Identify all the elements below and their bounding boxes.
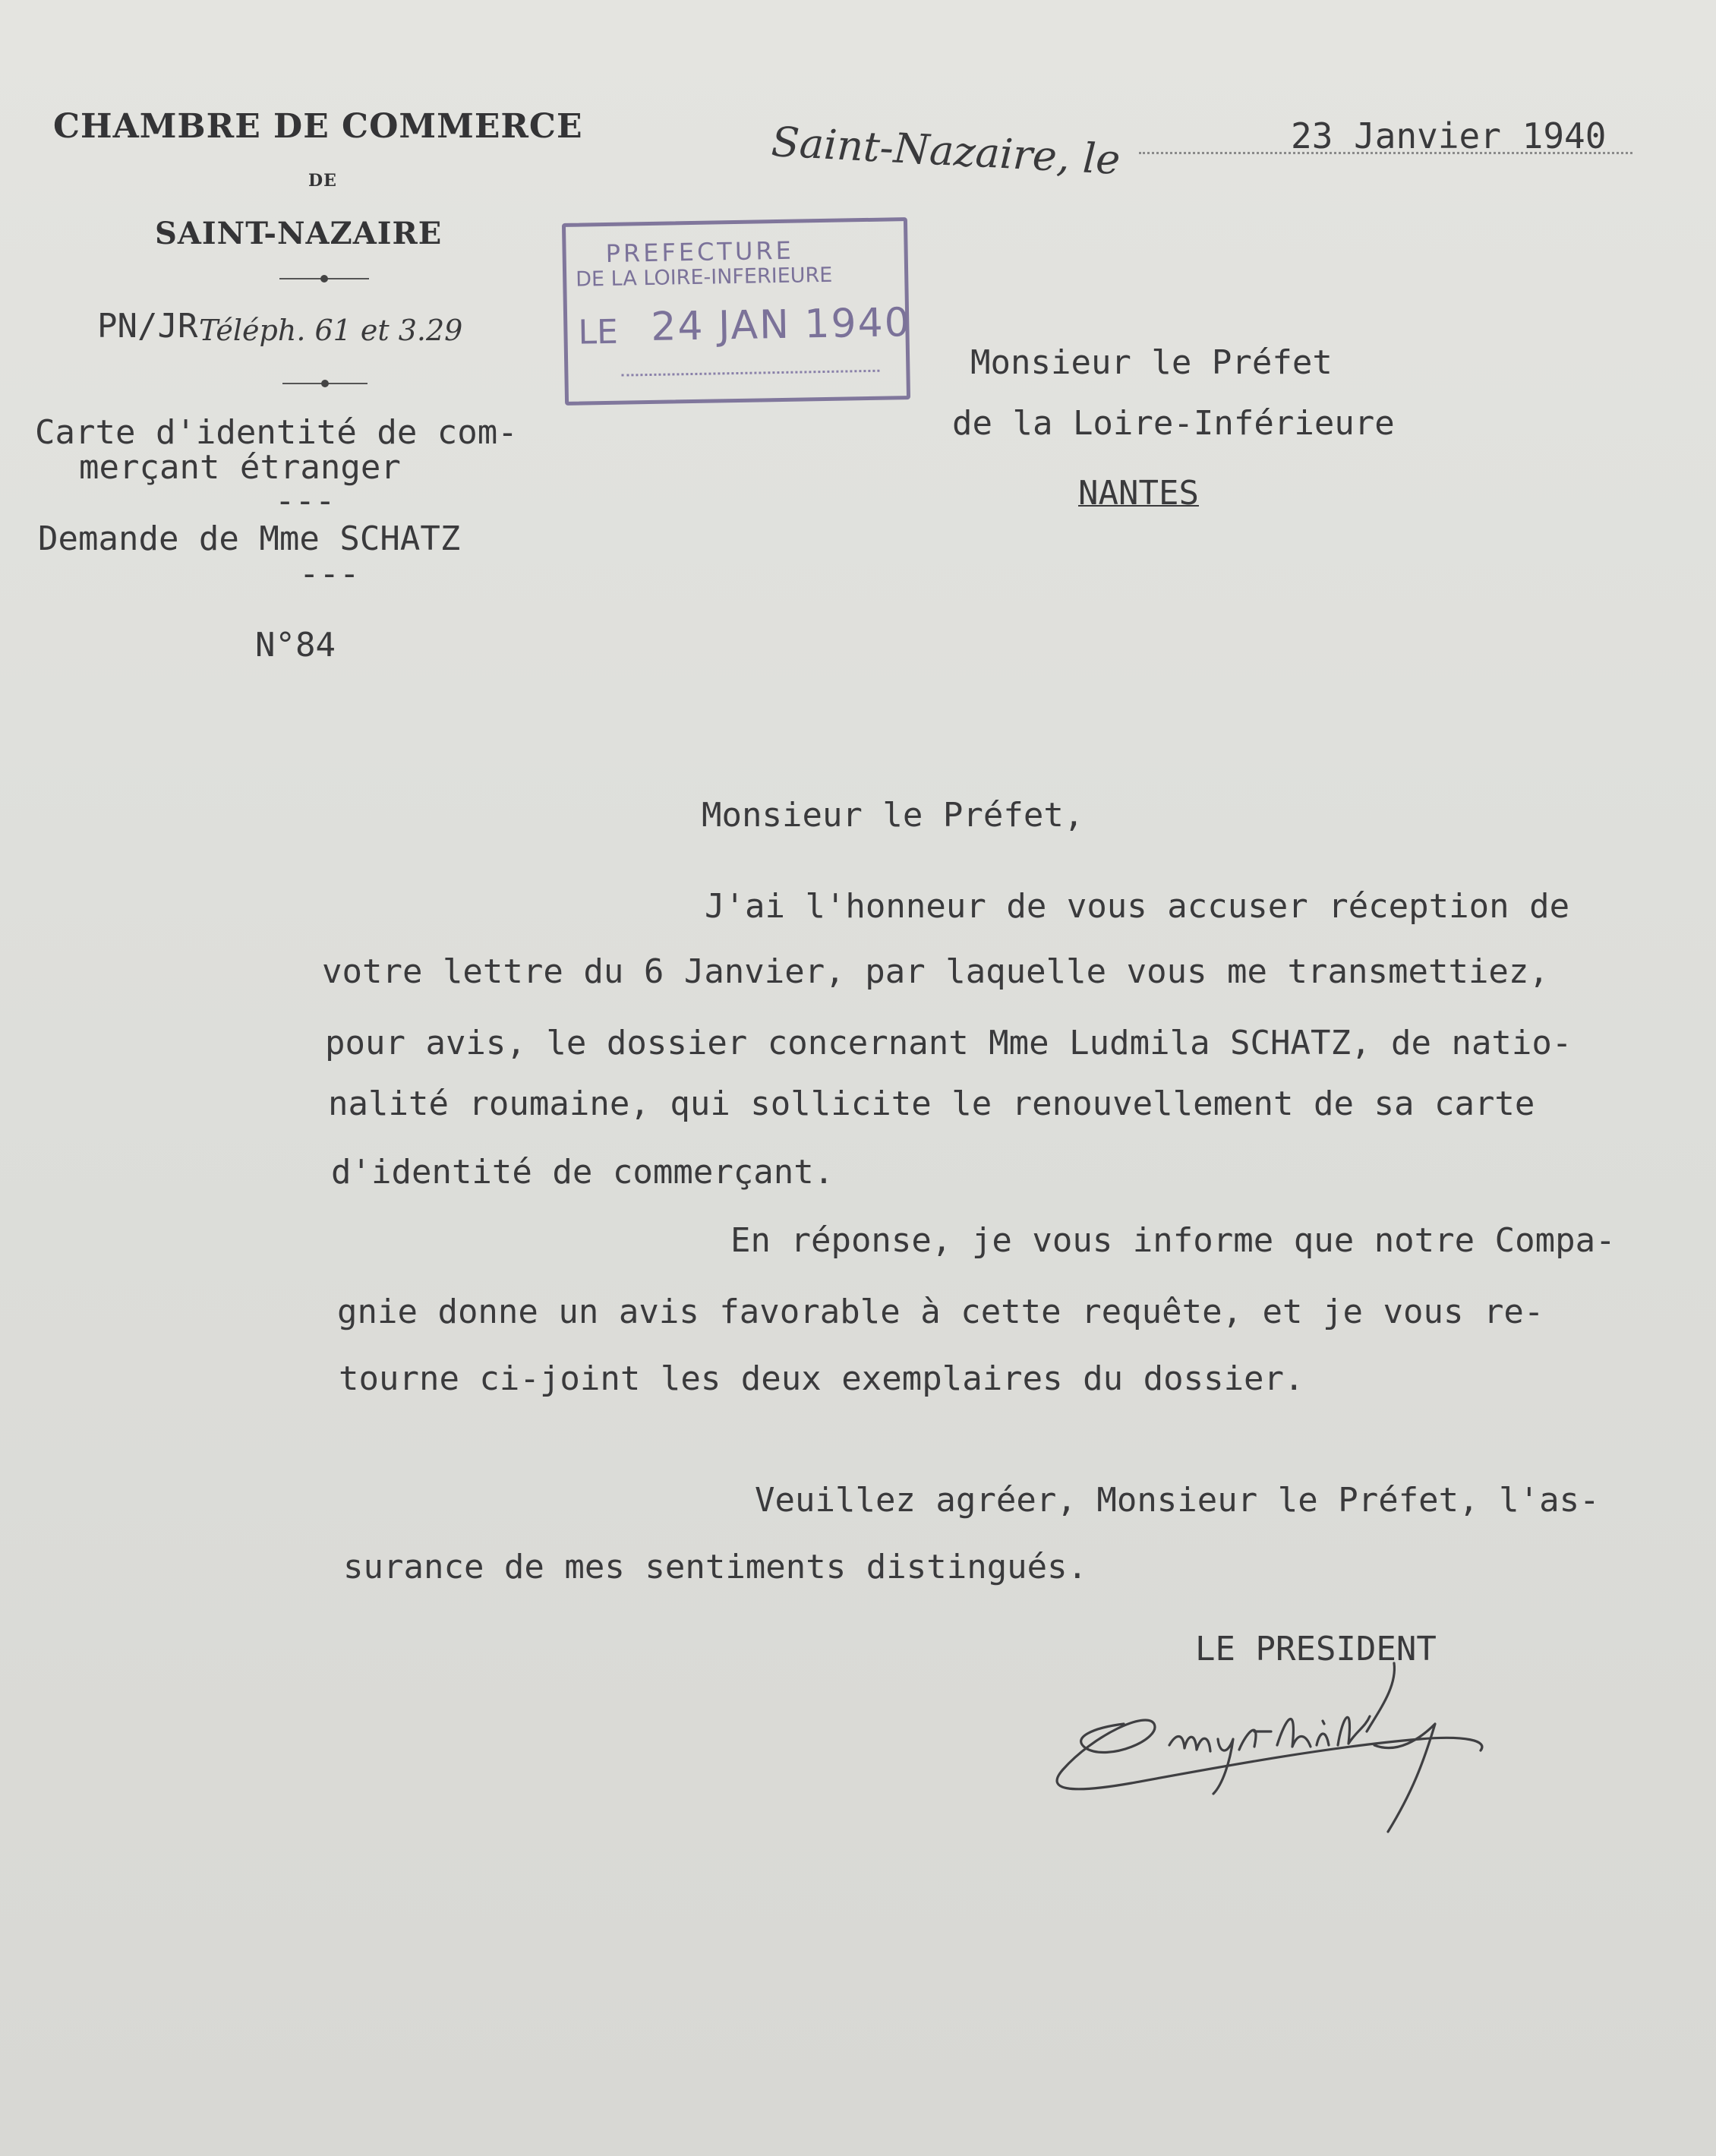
handwritten-signature [1040,1656,1511,1845]
org-name-line3: SAINT-NAZAIRE [155,216,443,251]
body-paragraph3-line1: Veuillez agréer, Monsieur le Préfet, l'as- [755,1481,1600,1520]
recipient-line2: de la Loire-Inférieure [952,404,1395,443]
letterhead-ornament-2 [282,383,367,384]
letterhead-ornament-1 [279,278,369,279]
stamp-prefix: LE [578,312,619,352]
signatory-title: LE PRESIDENT [1195,1630,1437,1668]
salutation: Monsieur le Préfet, [702,796,1084,835]
body-paragraph1-line5: d'identité de commerçant. [331,1153,834,1192]
subject-line3: Demande de Mme SCHATZ [38,519,461,558]
recipient-line1: Monsieur le Préfet [970,343,1333,382]
body-paragraph2-line2: gnie donne un avis favorable à cette requête, et je vous re- [337,1293,1544,1331]
body-paragraph1-line4: nalité roumaine, qui sollicite le renouvellement de sa carte [328,1084,1535,1123]
org-name-line1: CHAMBRE DE COMMERCE [53,107,583,146]
body-paragraph2-line3: tourne ci-joint les deux exemplaires du dossier. [339,1359,1304,1398]
body-paragraph1-line3: pour avis, le dossier concernant Mme Ludmila SCHATZ, de natio- [325,1024,1572,1062]
dateline-place: Saint-Nazaire, le [770,118,1121,185]
subject-separator-1: --- [275,481,336,520]
body-paragraph3-line2: surance de mes sentiments distingués. [343,1548,1088,1586]
reception-stamp [562,217,910,406]
stamp-dotted-rule [621,370,879,377]
stamp-date: 24 JAN 1940 [650,299,912,350]
phone-line: Téléph. 61 et 3.29 [199,314,463,347]
body-paragraph1-line1: J'ai l'honneur de vous accuser réception de [705,887,1570,926]
subject-separator-2: --- [299,554,360,593]
stamp-line1: PREFECTURE [605,235,795,268]
org-name-line2: DE [308,171,337,191]
subject-line2: merçant étranger [79,448,401,487]
subject-line1: Carte d'identité de com- [35,413,518,452]
stamp-line2: DE LA LOIRE-INFERIEURE [575,263,833,292]
recipient-city: NANTES [1078,474,1199,513]
body-paragraph1-line2: votre lettre du 6 Janvier, par laquelle vous me transmettiez, [322,952,1549,991]
reference-code: PN/JR [97,307,198,346]
body-paragraph2-line1: En réponse, je vous informe que notre Compa- [730,1221,1616,1260]
subject-number: N°84 [255,626,336,664]
letter-date: 23 Janvier 1940 [1291,115,1607,156]
